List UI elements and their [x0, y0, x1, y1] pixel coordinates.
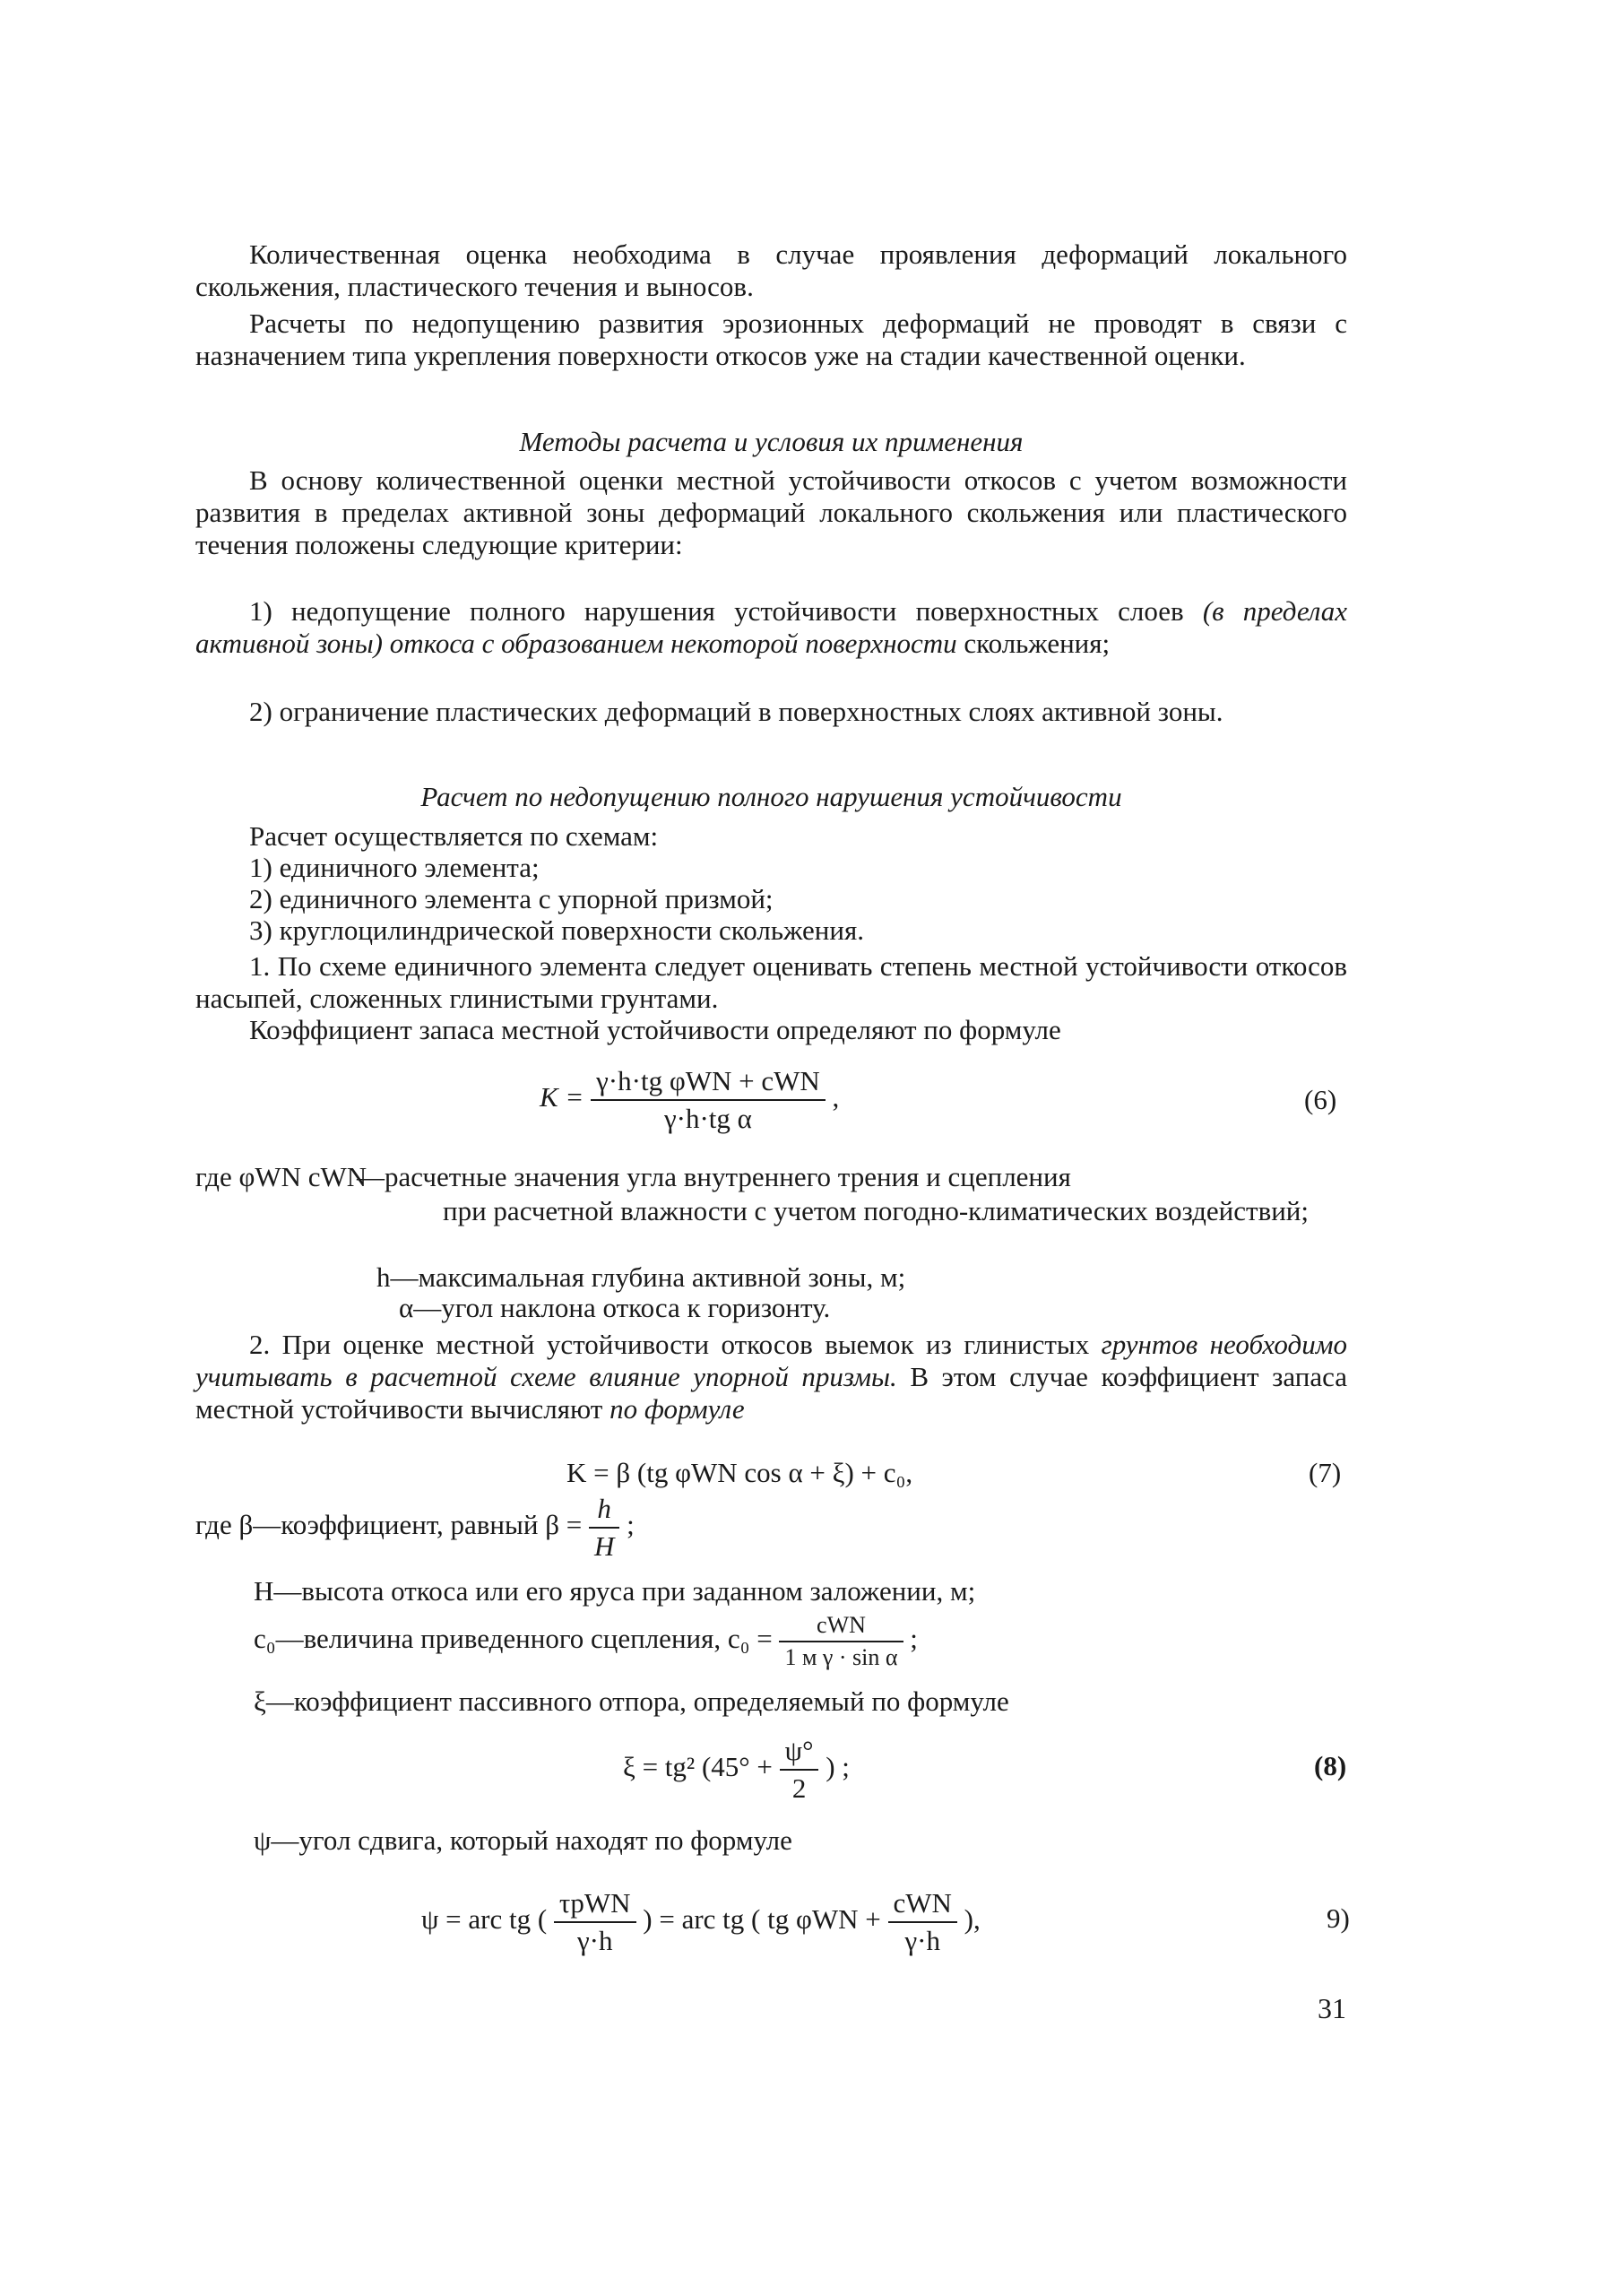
formula-6-fraction [591, 1065, 826, 1135]
section-heading-stability: Расчет по недопущению полного нарушения устойчивости [420, 781, 1122, 812]
where-7-beta [195, 1493, 635, 1563]
equation-number-8: (8) [1314, 1750, 1347, 1781]
formula-8-fraction [780, 1735, 819, 1805]
page-number: 31 [1318, 1992, 1346, 2024]
formula-9-tail: ), [964, 1903, 981, 1936]
paragraph-coefficient: Коэффициент запаса местной устойчивости определяют по формуле [249, 1014, 1061, 1045]
criteria-intro-paragraph: В основу количественной оценки местной устойчивости откосов с учетом возможности развития в пределах активной зоны деформаций локального скольжения или пластического течения положены следующие критерии: [195, 464, 1347, 560]
equation-number-6: (6) [1304, 1084, 1337, 1115]
criterion-1-text-c: скольжения; [956, 628, 1111, 659]
paragraph-excavation-italic: грунтов необходимо учитывать в расчетной схеме влияние упорной призмы. [195, 1329, 1347, 1392]
scheme-item-2: 2) единичного элемента с упорной призмой; [249, 883, 774, 914]
paragraph-excavation-formula-ref: по формуле [609, 1393, 745, 1425]
where-6-def-1b: при расчетной влажности с учетом погодно-климатических воздействий; [443, 1195, 1310, 1226]
where-6-lead: где φWN cWN [195, 1161, 367, 1192]
formula-9-middle: ) = arc tg ( tg φWN + [643, 1903, 881, 1936]
schemes-intro: Расчет осуществляется по схемам: [249, 820, 659, 852]
formula-8-tail: ) ; [826, 1751, 850, 1783]
where-7-H: H—высота откоса или его яруса при заданном заложении, м; [254, 1575, 976, 1607]
formula-9-denominator-1: γ·h [576, 1925, 613, 1956]
criterion-1-text-italic: (в пределах активной зоны) откоса с образованием некоторой поверхности [195, 595, 1347, 659]
equation-number-9: 9) [1327, 1902, 1350, 1934]
c0-denominator: 1 м γ · sin α [784, 1644, 898, 1670]
formula-8-lhs: ξ = tg² (45° + [623, 1751, 773, 1783]
c0-semicolon: ; [910, 1623, 918, 1655]
formula-9-numerator-2: cWN [888, 1887, 957, 1923]
scheme-item-1: 1) единичного элемента; [249, 852, 540, 883]
beta-numerator: h [589, 1493, 619, 1529]
psi-definition: ψ—угол сдвига, который находят по формуле [254, 1824, 792, 1856]
where-6-def-1: —расчетные значения угла внутреннего трения и сцепления [357, 1161, 1071, 1192]
formula-6-denominator: γ·h·tg α [663, 1103, 752, 1134]
intro-paragraph-1: Количественная оценка необходима в случае проявления деформаций локального скольжения, пластического течения и выносов. [195, 238, 1347, 302]
formula-7: K = β (tg φWN cos α + ξ) + c₀, [566, 1457, 913, 1488]
where-6-def-alpha: α—угол наклона откоса к горизонту. [399, 1292, 831, 1323]
formula-6-numerator: γ·h·tg φWN + cWN [591, 1065, 826, 1101]
formula-9-fraction-2 [888, 1887, 957, 1957]
paragraph-excavation [195, 1329, 1347, 1425]
where-6-def-h: h—максимальная глубина активной зоны, м; [376, 1261, 906, 1293]
formula-9-lhs: ψ = arc tg ( [421, 1903, 548, 1936]
criterion-2: 2) ограничение пластических деформаций в поверхностных слоях активной зоны. [249, 696, 1223, 727]
beta-denominator: H [593, 1530, 615, 1562]
beta-semicolon: ; [627, 1509, 635, 1541]
criterion-1 [195, 595, 1347, 660]
formula-9-numerator-1: τpWN [554, 1887, 636, 1923]
section-heading-methods: Методы расчета и условия их применения [519, 426, 1024, 457]
criterion-1-text-a: 1) недопущение полного нарушения устойчивости поверхностных слоев [249, 595, 1203, 627]
intro-paragraph-2: Расчеты по недопущению развития эрозионных деформаций не проводят в связи с назначением типа укрепления поверхности откосов уже на стадии качественной оценки. [195, 308, 1347, 371]
paragraph-excavation-c: В этом случае коэффициент запаса местной устойчивости вычисляют [195, 1361, 1347, 1425]
c0-numerator: cWN [779, 1612, 903, 1642]
formula-9-fraction-1 [554, 1887, 636, 1957]
equation-number-7: (7) [1309, 1457, 1342, 1488]
paragraph-unit-element: 1. По схеме единичного элемента следует оценивать степень местной устойчивости откосов насыпей, сложенных глинистыми грунтами. [195, 950, 1347, 1014]
formula-6 [540, 1065, 839, 1135]
where-7-xi: ξ—коэффициент пассивного отпора, определяемый по формуле [254, 1685, 1009, 1717]
formula-8-numerator: ψ° [780, 1735, 819, 1771]
paragraph-excavation-a: 2. При оценке местной устойчивости откосов выемок из глинистых [249, 1329, 1102, 1360]
where-7-c0 [254, 1612, 918, 1671]
formula-9 [421, 1887, 981, 1957]
formula-6-lhs: K = [540, 1081, 584, 1113]
c0-fraction [779, 1612, 903, 1671]
formula-8 [623, 1735, 850, 1805]
scheme-item-3: 3) круглоцилиндрической поверхности скольжения. [249, 914, 864, 946]
formula-8-denominator: 2 [791, 1772, 807, 1804]
formula-6-comma: , [832, 1081, 840, 1113]
formula-9-denominator-2: γ·h [904, 1925, 940, 1956]
beta-fraction [589, 1493, 619, 1563]
c0-definition-text: c₀—величина приведенного сцепления, c₀ = [254, 1623, 773, 1655]
beta-definition-text: где β—коэффициент, равный β = [195, 1509, 583, 1541]
